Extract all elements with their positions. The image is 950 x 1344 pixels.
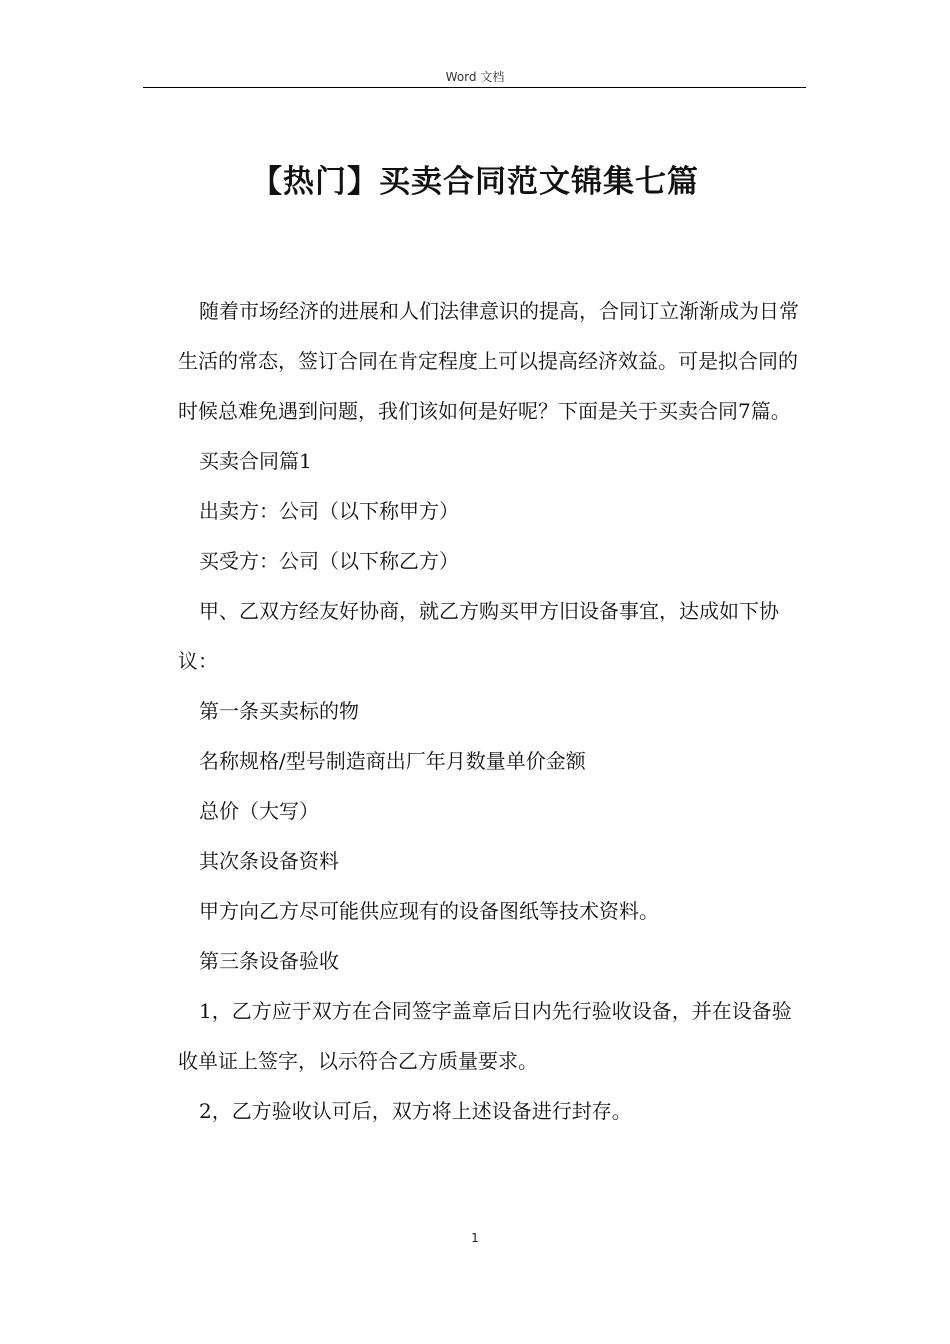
paragraph-agreement: 甲、乙双方经友好协商，就乙方购买甲方旧设备事宜，达成如下协议：	[178, 599, 779, 673]
header-divider	[143, 87, 806, 88]
document-body	[178, 286, 804, 1136]
paragraph-intro: 随着市场经济的进展和人们法律意识的提高，合同订立渐渐成为日常生活的常态，签订合同在肯定程度上可以提高经济效益。可是拟合同的时候总难免遇到问题，我们该如何是好呢？下面是关于买卖合同7篇。	[178, 299, 799, 423]
paragraph-item-columns: 名称规格/型号制造商出厂年月数量单价金额	[199, 749, 586, 773]
paragraph-buyer: 买受方：公司（以下称乙方）	[199, 549, 459, 573]
paragraph-clause-1: 1，乙方应于双方在合同签字盖章后日内先行验收设备，并在设备验收单证上签字，以示符合乙方质量要求。	[178, 999, 792, 1073]
page-header-text: Word 文档	[445, 70, 505, 84]
page-number: 1	[471, 1231, 479, 1245]
paragraph-article-2: 其次条设备资料	[199, 849, 339, 873]
paragraph-total-price: 总价（大写）	[199, 799, 319, 823]
document-title: 【热门】买卖合同范文锦集七篇	[251, 164, 699, 200]
paragraph-article-1: 第一条买卖标的物	[199, 699, 359, 723]
paragraph-clause-2: 2，乙方验收认可后，双方将上述设备进行封存。	[199, 1099, 632, 1123]
paragraph-seller: 出卖方：公司（以下称甲方）	[199, 499, 459, 523]
paragraph-article-3: 第三条设备验收	[199, 949, 339, 973]
paragraph-equipment-docs: 甲方向乙方尽可能供应现有的设备图纸等技术资料。	[199, 899, 659, 923]
paragraph-section-heading: 买卖合同篇1	[199, 449, 312, 473]
